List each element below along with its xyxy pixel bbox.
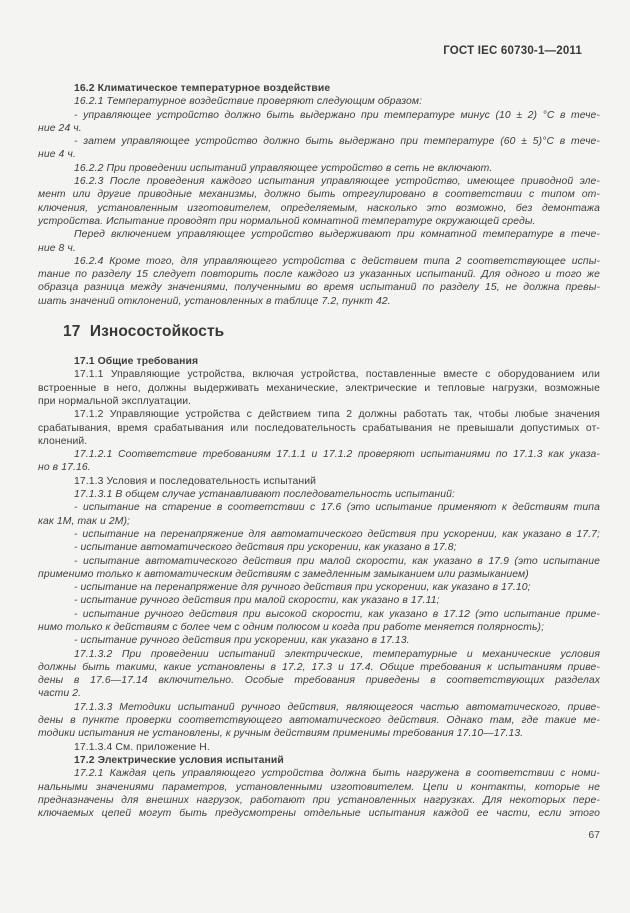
- text-line: тание по разделу 15 следует повторить после каждого из указанных испытаний. Для одного и того же: [38, 269, 600, 281]
- text-line: предназначены для внешних нагрузок, работают при установленных нагрузках. Для некоторых пере-: [38, 794, 600, 806]
- text-line: устройства. Испытание проводят при нормальной комнатной температуре окружающей среды.: [38, 215, 536, 227]
- text-line: как 1М, так и 2М);: [38, 515, 131, 527]
- text-line: 17.1.2 Управляющие устройства с действием типа 2 должны работать так, чтобы любые значения: [74, 409, 600, 421]
- text-line: при нормальной эксплуатации.: [38, 395, 192, 407]
- text-line: дены в 17.6—17.14 включительно. Особые требования приведены в соответствующих разделах: [38, 675, 600, 687]
- text-line: 17.1.3.2 При проведении испытаний электрические, температурные и механические условия: [74, 648, 600, 660]
- text-line: образца разница между значениями, полученными во время испытаний по разделу 15, не должна превы-: [38, 282, 600, 294]
- subsection-heading: 17.2 Электрические условия испытаний: [74, 754, 284, 766]
- text-line: 17.2.1 Каждая цепь управляющего устройства должна быть нагружена в соответствии с номи-: [74, 768, 600, 780]
- text-line: 17.1.3 Условия и последовательность испытаний: [74, 475, 317, 487]
- text-line: тодики испытания не установлены, к ручным действиям применимы требования 17.10—17.13.: [38, 728, 524, 740]
- text-line: 17.1.3.1 В общем случае устанавливают последовательность испытаний:: [74, 489, 455, 501]
- text-line: ключаемых цепей могут быть предусмотрены отдельные испытания каждой ее части, если этого: [38, 808, 600, 820]
- text-line: - испытание ручного действия при малой скорости, как указано в 17.11;: [74, 595, 440, 607]
- subsection-heading: 17.1 Общие требования: [74, 356, 199, 368]
- text-line: - испытание на старение в соответствии с 17.6 (это испытание применяют к действиям типа: [74, 502, 600, 514]
- text-line: нимо только к действиям с более чем с одним полюсом и когда при работе меняется полярность);: [38, 621, 545, 633]
- standard-number-header: ГОСТ IEC 60730-1—2011: [443, 45, 582, 57]
- text-line: мент или другие приводные механизмы, должно быть отрегулировано в соответствии с типом от-: [38, 189, 600, 201]
- text-line: 16.2.3 После проведения каждого испытания управляющее устройство, имеющее приводной эле-: [74, 176, 600, 188]
- text-line: 17.1.3.3 Методики испытаний ручного действия, являющегося частью автоматического, приве-: [74, 701, 600, 713]
- text-line: 17.1.1 Управляющие устройства, включая устройства, поставленные вместе с оборудованием или: [74, 369, 600, 381]
- text-line: но в 17.16.: [38, 462, 91, 474]
- page-number: 67: [588, 829, 600, 842]
- text-line: - испытание ручного действия при высокой скорости, как указано в 17.12 (это испытание приме-: [74, 608, 600, 620]
- text-line: - испытание на перенапряжение для ручного действия при ускорении, как указано в 17.10;: [74, 582, 531, 594]
- text-line: Перед включением управляющее устройство выдерживают при комнатной температуре в тече-: [74, 229, 600, 241]
- text-line: 17.1.2.1 Соответствие требованиям 17.1.1 и 17.1.2 проверяют испытаниями по 17.1.3 как указа-: [74, 449, 600, 461]
- text-line: - испытание на перенапряжение для автоматического действия при ускорении, как указано в 17.7;: [74, 528, 600, 540]
- text-line: 16.2.2 При проведении испытаний управляющее устройство в сеть не включают.: [74, 162, 493, 174]
- document-body: [38, 82, 600, 820]
- text-line: клонений.: [38, 435, 88, 447]
- text-line: - управляющее устройство должно быть выдержано при температуре минус (10 ± 2) °С в тече-: [74, 109, 600, 121]
- subsection-heading: 16.2 Климатическое температурное воздействие: [74, 83, 331, 94]
- text-line: ключения, установленным изготовителем, определяемым, насколько это возможно, без демонтажа: [38, 202, 600, 214]
- text-line: встроенные в него, должны выдерживать механические, электрические и тепловые нагрузки, возможные: [38, 382, 600, 394]
- text-line: ние 4 ч.: [38, 149, 76, 161]
- text-line: применимо только к автоматическим действиям с замедленным замыканием или размыканием): [38, 568, 529, 580]
- text-line: ние 24 ч.: [38, 122, 82, 134]
- text-line: - испытание автоматического действия при ускорении, как указано в 17.8;: [74, 542, 457, 554]
- text-line: должны быть такими, какие установлены в 17.2, 17.3 и 17.4. Общие требования к испытаниям приве-: [38, 661, 600, 673]
- text-line: шать значений отклонений, установленных в таблице 7.2, пункт 42.: [38, 295, 391, 307]
- text-line: срабатывания, время срабатывания или последовательность срабатывания не превышали допустимых от-: [38, 422, 600, 434]
- text-line: 16.2.4 Кроме того, для управляющего устройства с действием типа 2 соответствующее испы-: [74, 255, 600, 267]
- text-line: дены в пункте проверки соответствующего автоматического действия. Однако там, где такие ме-: [38, 715, 600, 727]
- text-line: части 2.: [38, 688, 82, 700]
- text-line: - испытание ручного действия при ускорении, как указано в 17.13.: [74, 635, 410, 647]
- text-line: - затем управляющее устройство должно быть выдержано при температуре (60 ± 5)°С в тече-: [74, 136, 600, 148]
- text-line: 17.1.3.4 См. приложение Н.: [74, 741, 210, 753]
- section-heading: 17 Износостойкость: [63, 323, 225, 341]
- text-line: 16.2.1 Температурное воздействие проверяют следующим образом:: [74, 96, 423, 108]
- text-line: нальными значениями параметров, установленными изготовителем. Цепи и контакты, которые не: [38, 781, 600, 793]
- text-line: ние 8 ч.: [38, 242, 76, 254]
- text-line: - испытание автоматического действия при малой скорости, как указано в 17.9 (это испытание: [74, 555, 600, 567]
